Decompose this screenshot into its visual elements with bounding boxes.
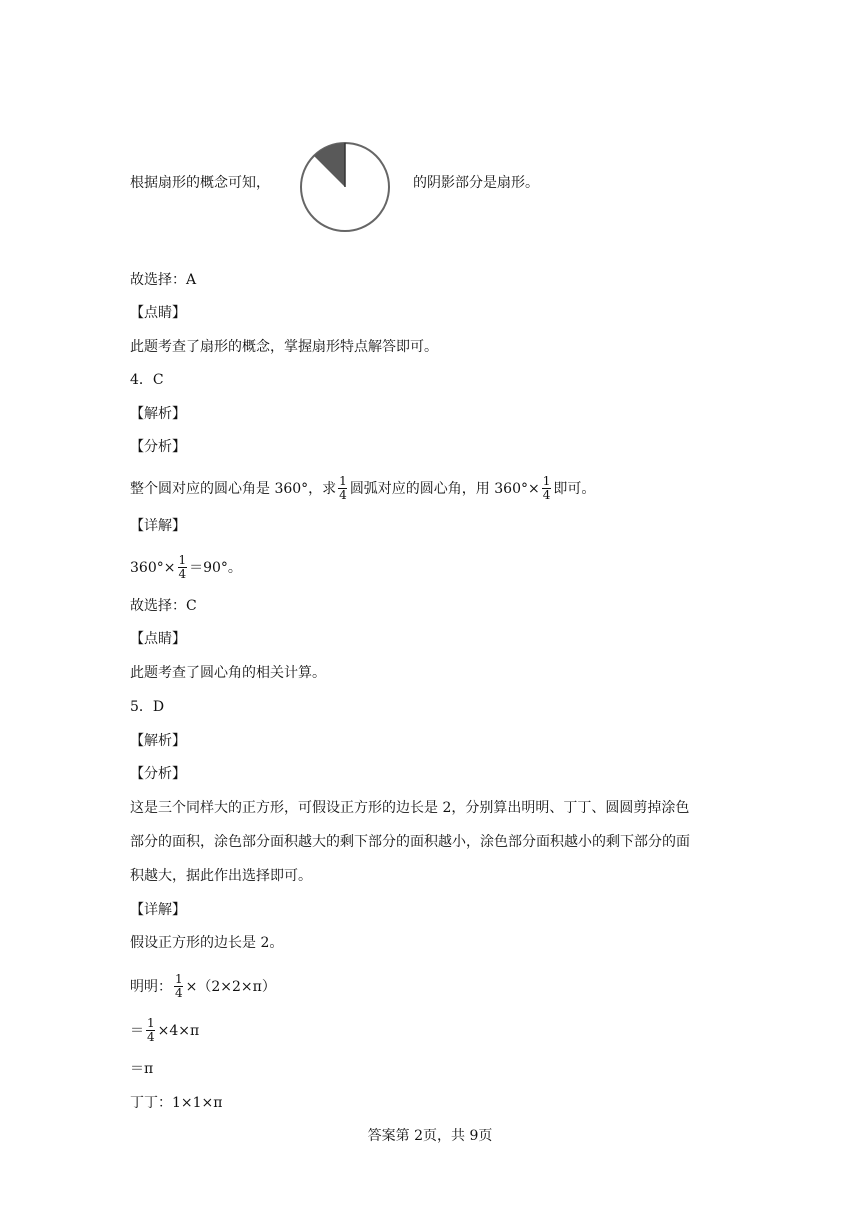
fraction-denominator: 4 [175,986,183,1000]
fraction-one-quarter [177,554,187,581]
q5-dingding: 丁丁：1×1×π [130,1095,223,1111]
fraction-numerator: 1 [178,553,187,567]
q4-answer: 故选择：C [130,598,197,614]
q4-fenxi-part2: 圆弧对应的圆心角，用 360°× [349,480,540,497]
page-footer: 答案第 2页，共 9页 [367,1128,493,1144]
mingming-expression: ×（2×2×π） [185,978,276,995]
fraction-denominator: 4 [339,488,347,502]
q5-fenxi-line1: 这是三个同样大的正方形，可假设正方形的边长是 2，分别算出明明、丁丁、圆圆剪掉涂色 [130,800,690,816]
fraction-numerator: 1 [542,474,551,488]
q5-fenxi-line2: 部分的面积，涂色部分面积越大的剩下部分的面积越小，涂色部分面积越小的剩下部分的面 [130,834,690,850]
mingming-label: 明明： [130,978,172,995]
q4-fenxi-part1: 整个圆对应的圆心角是 360°，求 [130,480,337,497]
concept-after: 的阴影部分是扇形。 [413,175,539,191]
q5-mingming-expression [130,973,276,1000]
fraction-one-quarter [174,973,184,1000]
fraction-denominator: 4 [147,1030,155,1044]
fraction-denominator: 4 [178,567,187,581]
q4-xiangjie-heading: 【详解】 [130,518,186,534]
q4-fenxi-part3: 即可。 [553,480,596,497]
q4-fenxi-heading: 【分析】 [130,439,186,455]
q5-jiexi-heading: 【解析】 [130,733,186,749]
q4-number: 4．C [130,372,164,388]
q5-xiangjie-heading: 【详解】 [130,902,186,918]
q5-assumption: 假设正方形的边长是 2。 [130,935,284,951]
concept-before: 根据扇形的概念可知， [130,175,270,191]
fraction-one-quarter [338,475,348,502]
q3-answer: 故选择：A [130,272,197,288]
q3-dianjing-text: 此题考查了扇形的概念，掌握扇形特点解答即可。 [130,339,438,355]
sector-concept-text-right [413,173,539,193]
q5-step-pi: ＝π [130,1061,154,1077]
fraction-one-quarter [146,1017,156,1044]
q5-step-expression [130,1017,199,1044]
q5-number: 5．D [130,699,165,715]
fraction-numerator: 1 [339,474,347,488]
q3-dianjing-heading: 【点睛】 [130,305,186,321]
q4-calc-part1: 360°× [130,559,176,576]
q4-dianjing-heading: 【点睛】 [130,631,186,647]
fraction-one-quarter [542,475,552,502]
step-expression: ×4×π [157,1022,200,1039]
q4-dianjing-text: 此题考查了圆心角的相关计算。 [130,665,326,681]
q4-calculation [130,554,242,581]
q5-fenxi-line3: 积越大，据此作出选择即可。 [130,868,312,884]
q4-jiexi-heading: 【解析】 [130,406,186,422]
fraction-numerator: 1 [147,1016,155,1030]
sector-concept-text-left [130,173,270,193]
q4-fenxi-text [130,475,595,502]
step-equals: ＝ [130,1022,144,1039]
sector-figure [299,140,393,238]
q5-fenxi-heading: 【分析】 [130,766,186,782]
q4-calc-part2: ＝90°。 [189,559,242,576]
sector-circle-svg [299,140,393,234]
fraction-denominator: 4 [542,488,551,502]
fraction-numerator: 1 [175,972,183,986]
